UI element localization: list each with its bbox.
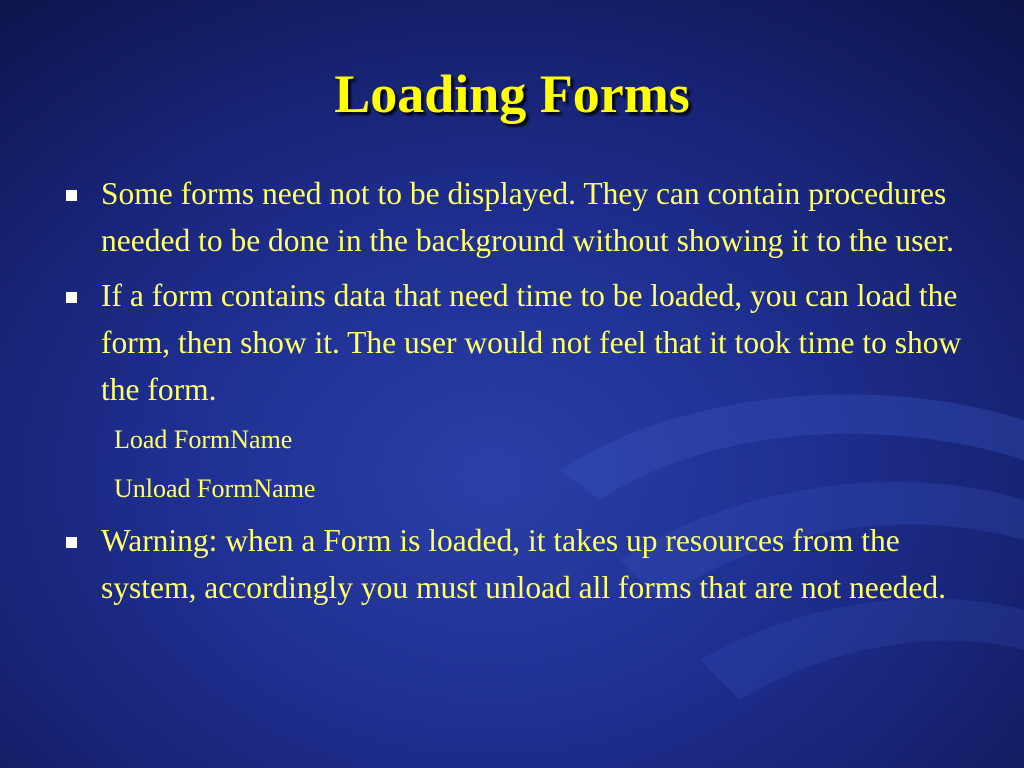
- code-sub-items: [60, 415, 995, 513]
- bullet-text: If a form contains data that need time to be loaded, you can load the form, then show it. The user would not feel that it took time to show the form.: [101, 278, 962, 407]
- square-bullet-icon: [66, 537, 77, 548]
- slide-title: Loading Forms: [334, 64, 690, 124]
- bullet-item: [60, 517, 995, 611]
- bullet-text: Some forms need not to be displayed. They can contain procedures needed to be done in the background without showing it to the user.: [101, 176, 954, 258]
- sub-item-load: Load FormName: [114, 425, 293, 454]
- square-bullet-icon: [66, 190, 77, 201]
- slide-body: [60, 170, 995, 619]
- square-bullet-icon: [66, 292, 77, 303]
- sub-item-unload: Unload FormName: [114, 474, 316, 503]
- bullet-text: Warning: when a Form is loaded, it takes up resources from the system, accordingly you must unload all forms that are not needed.: [101, 523, 947, 605]
- bullet-item: [60, 170, 995, 264]
- bullet-item: [60, 272, 995, 413]
